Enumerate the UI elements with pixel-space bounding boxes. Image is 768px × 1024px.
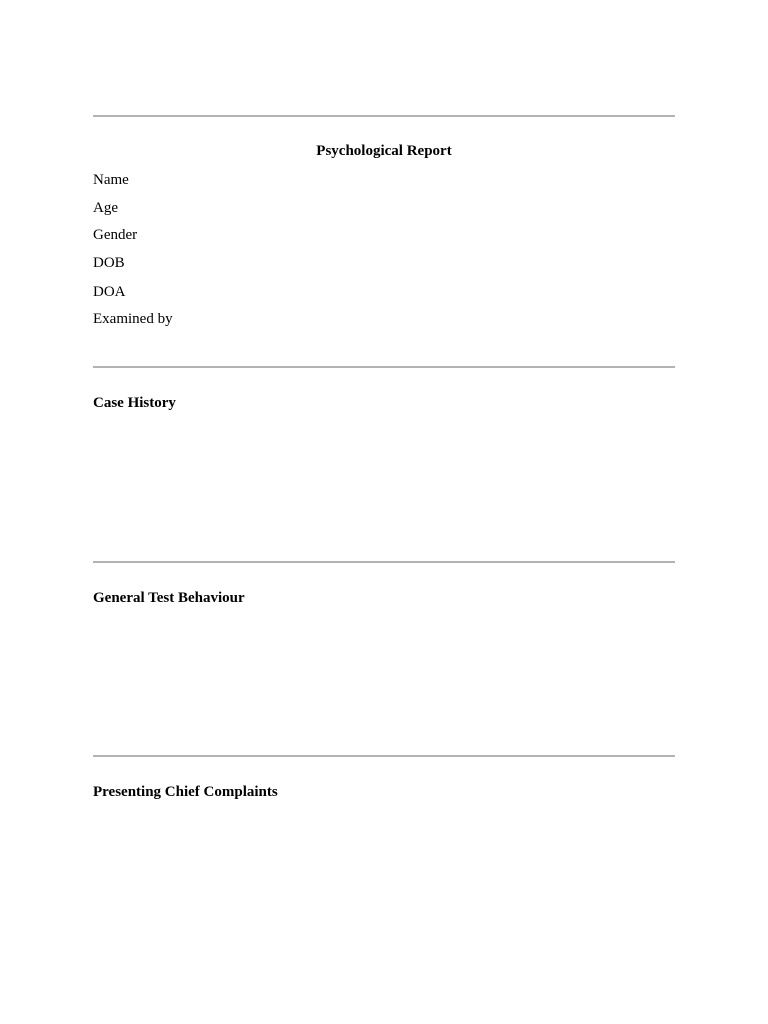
page-title: Psychological Report	[316, 143, 452, 159]
field-name-label: Name	[93, 172, 129, 188]
section-body-case-history	[93, 420, 675, 550]
field-gender-label: Gender	[93, 227, 138, 243]
section-body-presenting-chief-complaints	[93, 810, 675, 990]
section-rule-general-test-behaviour	[93, 561, 675, 563]
field-age-label: Age	[93, 200, 118, 216]
header-top-rule	[93, 115, 675, 117]
section-heading-case-history: Case History	[93, 395, 176, 411]
field-dob-label: DOB	[93, 255, 125, 271]
field-examined-by-label: Examined by	[93, 311, 173, 327]
section-heading-presenting-chief-complaints: Presenting Chief Complaints	[93, 784, 278, 800]
section-rule-case-history	[93, 366, 675, 368]
section-rule-presenting-chief-complaints	[93, 755, 675, 757]
field-doa-label: DOA	[93, 284, 126, 300]
section-heading-general-test-behaviour: General Test Behaviour	[93, 590, 245, 606]
section-body-general-test-behaviour	[93, 615, 675, 745]
